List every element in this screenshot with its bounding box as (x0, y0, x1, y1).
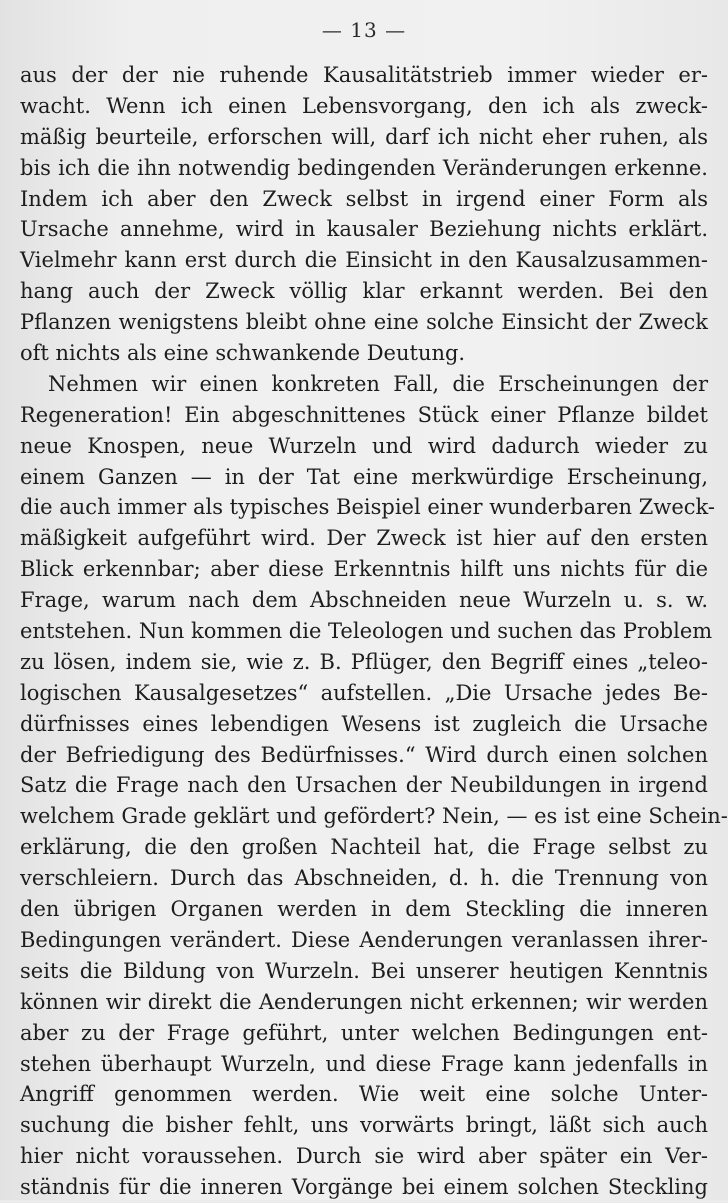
page-number: — 13 — (321, 18, 407, 42)
text-line: neue Knospen, neue Wurzeln und wird dadurch wieder zu (20, 433, 708, 458)
text-line: aber zu der Frage geführt, unter welchen Bedingungen ent- (20, 1020, 708, 1045)
text-line: aus der der nie ruhende Kausalitätstrieb immer wieder er- (20, 63, 708, 87)
text-line: mäßigkeit aufgeführt wird. Der Zweck ist hier auf den ersten (20, 526, 708, 551)
text-line: den übrigen Organen werden in dem Steckling die inneren (20, 897, 708, 922)
text-line: einem Ganzen — in der Tat eine merkwürdige Erscheinung, (20, 464, 708, 489)
text-line: Vielmehr kann erst durch die Einsicht in den Kausalzusammen- (20, 248, 708, 273)
text-line: Satz die Frage nach den Ursachen der Neubildungen in irgend (20, 773, 708, 798)
text-line-paragraph-end: oft nichts als eine schwankende Deutung. (20, 341, 466, 366)
text-line: hang auch der Zweck völlig klar erkannt werden. Bei den (20, 279, 708, 304)
text-line: Blick erkennbar; aber diese Erkenntnis hilft uns nichts für die (20, 557, 708, 582)
text-line: Bedingungen verändert. Diese Aenderungen veranlassen ihrer- (20, 927, 708, 952)
text-line: die auch immer als typisches Beispiel einer wunderbaren Zweck- (20, 495, 715, 520)
text-line: Frage, warum nach dem Abschneiden neue Wurzeln u. s. w. (20, 588, 708, 613)
text-line: logischen Kausalgesetzes“ aufstellen. „Die Ursache jedes Be- (20, 680, 708, 705)
text-line: Regeneration! Ein abgeschnittenes Stück einer Pflanze bildet (20, 402, 708, 427)
text-line: ständnis für die inneren Vorgänge bei einem solchen Steckling (20, 1175, 708, 1200)
text-line: bis ich die ihn notwendig bedingenden Veränderungen erkenne. (20, 155, 708, 180)
text-line: Indem ich aber den Zweck selbst in irgend einer Form als (20, 186, 708, 211)
text-line: Angriff genommen werden. Wie weit eine solche Unter- (20, 1082, 708, 1107)
text-line: suchung die bisher fehlt, uns vorwärts bringt, läßt sich auch (20, 1113, 708, 1138)
text-line: entstehen. Nun kommen die Teleologen und suchen das Problem (20, 619, 713, 644)
text-line: wacht. Wenn ich einen Lebensvorgang, den ich als zweck- (20, 93, 708, 118)
text-line: zu lösen, indem sie, wie z. B. Pflüger, den Begriff eines „teleo- (20, 649, 708, 674)
text-line: können wir direkt die Aenderungen nicht erkennen; wir werden (20, 989, 708, 1014)
text-line: mäßig beurteile, erforschen will, darf ich nicht eher ruhen, als (20, 124, 708, 149)
text-line: der Befriedigung des Bedürfnisses.“ Wird durch einen solchen (20, 742, 708, 767)
text-line: verschleiern. Durch das Abschneiden, d. h. die Trennung von (20, 866, 708, 891)
text-line-paragraph-start: Nehmen wir einen konkreten Fall, die Erscheinungen der (48, 371, 708, 396)
text-line: erklärung, die den großen Nachteil hat, die Frage selbst zu (20, 835, 708, 860)
text-line: stehen überhaupt Wurzeln, und diese Frage kann jedenfalls in (20, 1051, 708, 1076)
text-line: hier nicht voraussehen. Durch sie wird aber später ein Ver- (20, 1144, 708, 1169)
text-line: Ursache annehme, wird in kausaler Beziehung nichts erklärt. (20, 217, 708, 242)
text-line: welchem Grade geklärt und gefördert? Nein, — es ist eine Schein- (20, 804, 728, 829)
body-text (20, 60, 728, 1203)
text-line: Pflanzen wenigstens bleibt ohne eine solche Einsicht der Zweck (20, 310, 708, 335)
text-line: seits die Bildung von Wurzeln. Bei unserer heutigen Kenntnis (20, 958, 708, 983)
text-line: dürfnisses eines lebendigen Wesens ist zugleich die Ursache (20, 711, 708, 736)
